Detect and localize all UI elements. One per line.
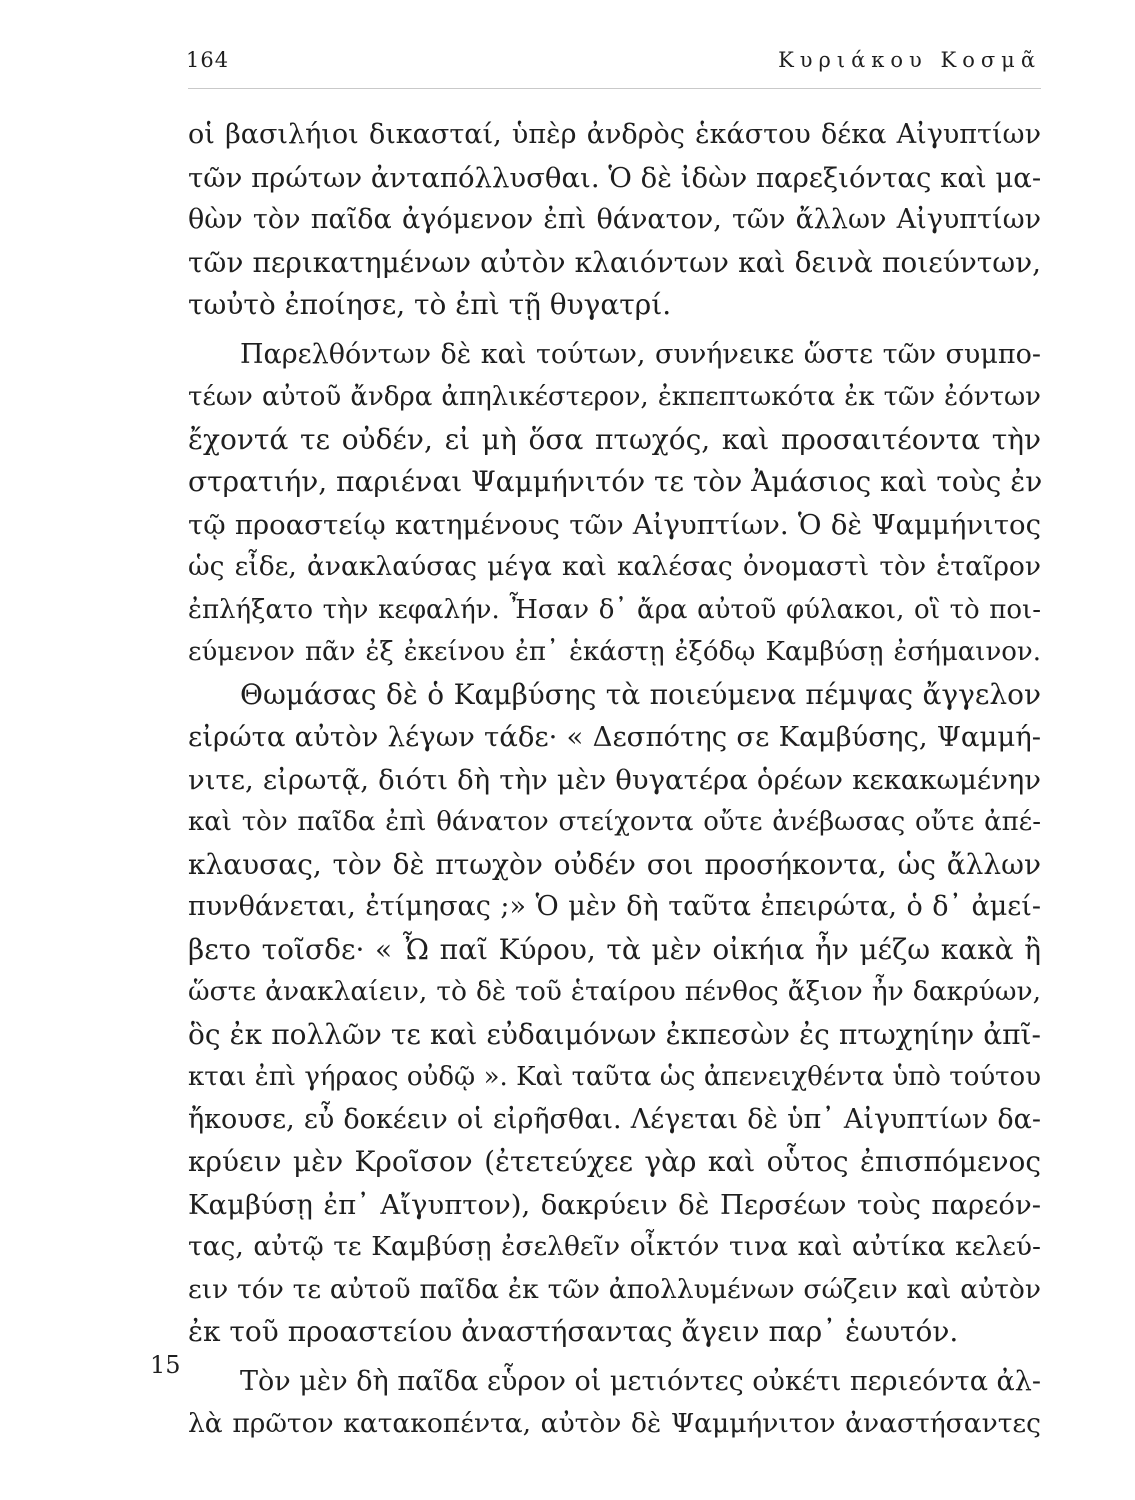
body-text bbox=[188, 114, 1041, 1446]
running-head-title: Κυριάκου Κοσμᾶ bbox=[778, 48, 1041, 72]
text-line: ἐκ τοῦ προαστείου ἀναστήσαντας ἄγειν παρ᾽ ἑωυτόν. bbox=[188, 1315, 959, 1348]
text-line: τας, αὐτῷ τε Καμβύσῃ ἐσελθεῖν οἶκτόν τινα καὶ αὐτίκα κελεύ- bbox=[188, 1231, 1041, 1262]
text-line: θὼν τὸν παῖδα ἀγόμενον ἐπὶ θάνατον, τῶν ἄλλων Αἰγυπτίων bbox=[188, 204, 1041, 235]
text-line: κρύειν μὲν Κροῖσον (ἐτετεύχεε γὰρ καὶ οὗτος ἐπισπόμενος bbox=[188, 1145, 1041, 1178]
text-line: τωὐτὸ ἐποίησε, τὸ ἐπὶ τῇ θυγατρί. bbox=[188, 288, 672, 321]
text-line: τῶν πρώτων ἀνταπόλλυσθαι. Ὁ δὲ ἰδὼν παρεξιόντας καὶ μα- bbox=[188, 161, 1042, 194]
page-number: 164 bbox=[186, 48, 230, 72]
text-line: Θωμάσας δὲ ὁ Καμβύσης τὰ ποιεύμενα πέμψας ἄγγελον bbox=[240, 677, 1041, 711]
text-line: καὶ τὸν παῖδα ἐπὶ θάνατον στείχοντα οὔτε ἀνέβωσας οὔτε ἀπέ- bbox=[188, 807, 1041, 837]
text-line: στρατιήν, παριέναι Ψαμμήνιτόν τε τὸν Ἀμάσιος καὶ τοὺς ἐν bbox=[188, 465, 1043, 498]
text-line: Καμβύσῃ ἐπ᾽ Αἴγυπτον), δακρύειν δὲ Περσέων τοὺς παρεόν- bbox=[188, 1188, 1041, 1221]
text-line: ὡς εἶδε, ἀνακλαύσας μέγα καὶ καλέσας ὀνομαστὶ τὸν ἑταῖρον bbox=[188, 551, 1041, 582]
text-line: Παρελθόντων δὲ καὶ τούτων, συνήνεικε ὥστε τῶν συμπο- bbox=[240, 338, 1041, 370]
header-rule bbox=[188, 88, 1041, 89]
text-line: οἱ βασιλήιοι δικασταί, ὑπὲρ ἀνδρὸς ἑκάστου δέκα Αἰγυπτίων bbox=[188, 119, 1041, 150]
text-line: εύμενον πᾶν ἐξ ἐκείνου ἐπ᾽ ἑκάστῃ ἐξόδῳ Καμβύσῃ ἐσήμαινον. bbox=[188, 637, 1041, 667]
text-line: ἤκουσε, εὖ δοκέειν οἱ εἰρῆσθαι. Λέγεται δὲ ὑπ᾽ Αἰγυπτίων δα- bbox=[188, 1103, 1041, 1135]
text-line: κλαυσας, τὸν δὲ πτωχὸν οὐδέν σοι προσήκοντα, ὡς ἄλλων bbox=[188, 847, 1041, 881]
text-line: Τὸν μὲν δὴ παῖδα εὗρον οἱ μετιόντες οὐκέτι περιεόντα ἀλ- bbox=[240, 1365, 1041, 1397]
text-line: λὰ πρῶτον κατακοπέντα, αὐτὸν δὲ Ψαμμήνιτον ἀναστήσαντες bbox=[188, 1408, 1041, 1439]
line-number-marker: 15 bbox=[150, 1351, 181, 1379]
text-line: βετο τοῖσδε· « Ὦ παῖ Κύρου, τὰ μὲν οἰκήια ἦν μέζω κακὰ ἢ bbox=[188, 932, 1041, 966]
text-line: τέων αὐτοῦ ἄνδρα ἀπηλικέστερον, ἐκπεπτωκότα ἐκ τῶν ἐόντων bbox=[188, 382, 1041, 412]
text-line: τῶν περικατημένων αὐτὸν κλαιόντων καὶ δεινὰ ποιεύντων, bbox=[188, 245, 1041, 279]
text-line: τῷ προαστείῳ κατημένους τῶν Αἰγυπτίων. Ὁ δὲ Ψαμμήνιτος bbox=[188, 508, 1041, 541]
text-line: εἰρώτα αὐτὸν λέγων τάδε· « Δεσπότης σε Καμβύσης, Ψαμμή- bbox=[188, 721, 1041, 753]
text-line: ὥστε ἀνακλαίειν, τὸ δὲ τοῦ ἑταίρου πένθος ἄξιον ἦν δακρύων, bbox=[188, 976, 1041, 1007]
text-line: πυνθάνεται, ἐτίμησας ;» Ὁ μὲν δὴ ταῦτα ἐπειρώτα, ὁ δ᾽ ἀμεί- bbox=[188, 891, 1041, 922]
text-line: νιτε, εἰρωτᾷ, διότι δὴ τὴν μὲν θυγατέρα ὁρέων κεκακωμένην bbox=[188, 763, 1041, 796]
text-line: ἐπλήξατο τὴν κεφαλήν. Ἦσαν δ᾽ ἄρα αὐτοῦ φύλακοι, οἳ τὸ ποι- bbox=[188, 594, 1041, 625]
text-line: ειν τόν τε αὐτοῦ παῖδα ἐκ τῶν ἀπολλυμένων σώζειν καὶ αὐτὸν bbox=[188, 1273, 1041, 1305]
text-line: κται ἐπὶ γήραος οὐδῷ ». Καὶ ταῦτα ὡς ἀπενειχθέντα ὑπὸ τούτου bbox=[188, 1062, 1041, 1092]
running-head bbox=[186, 48, 1041, 78]
text-line: ἔχοντά τε οὐδέν, εἰ μὴ ὅσα πτωχός, καὶ προσαιτέοντα τὴν bbox=[188, 422, 1041, 456]
text-line: ὃς ἐκ πολλῶν τε καὶ εὐδαιμόνων ἐκπεσὼν ἐς πτωχηίην ἀπῖ- bbox=[188, 1017, 1041, 1051]
